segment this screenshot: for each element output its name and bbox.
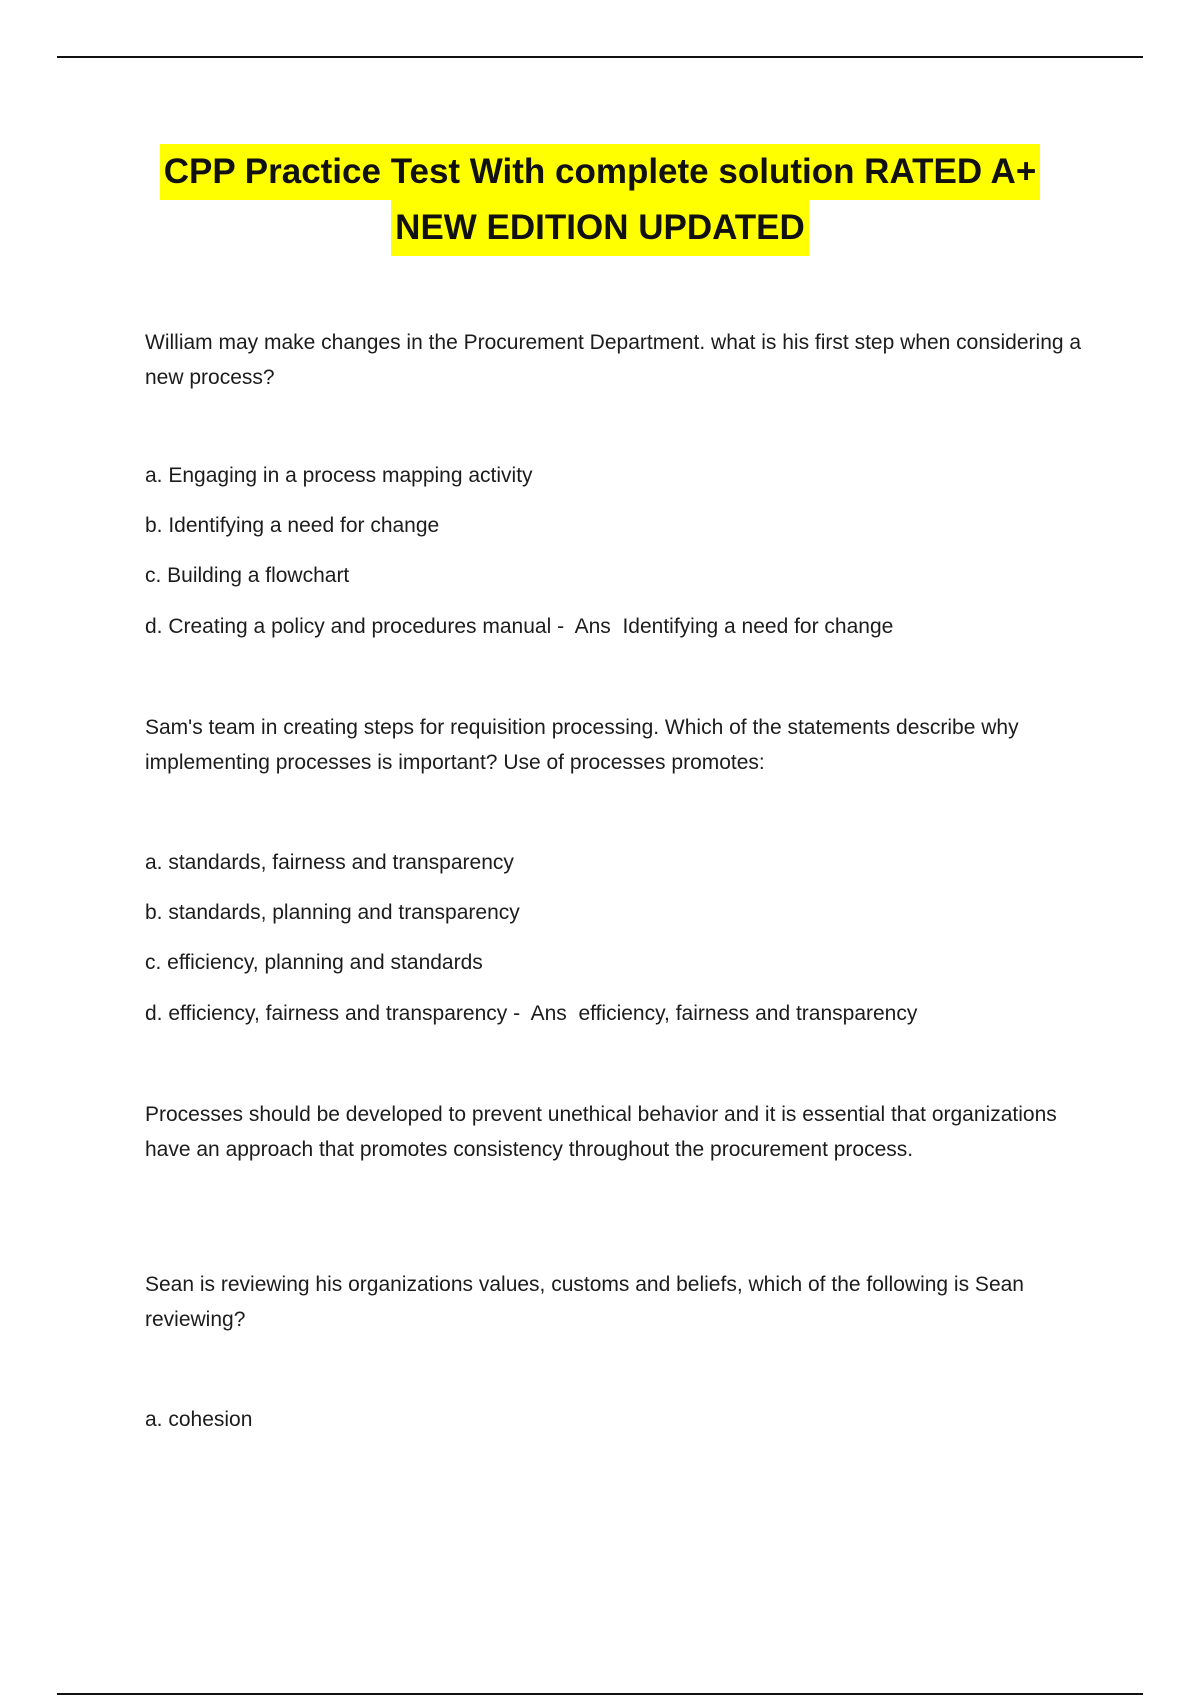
answer-separator: - Ans xyxy=(507,1002,579,1025)
question-1-text: William may make changes in the Procurement Department. what is his first step when considering a new process? xyxy=(145,331,1082,389)
footer-rule xyxy=(57,1693,1143,1695)
question-2-option-b: b. standards, planning and transparency xyxy=(145,901,520,924)
question-2-text: Sam's team in creating steps for requisition processing. Which of the statements describe why implementing processes is important? Use of processes promotes: xyxy=(145,716,1019,774)
question-4-option-a: a. cohesion xyxy=(145,1408,253,1431)
question-4-text: Sean is reviewing his organizations values, customs and beliefs, which of the following is Sean reviewing? xyxy=(145,1273,1024,1331)
answer-separator: - Ans xyxy=(551,615,623,638)
question-2-option-c: c. efficiency, planning and standards xyxy=(145,951,483,974)
question-2-answer: efficiency, fairness and transparency xyxy=(578,1002,918,1025)
question-1-option-c: c. Building a flowchart xyxy=(145,564,350,587)
question-1-answer: Identifying a need for change xyxy=(622,615,894,638)
title-line-1: CPP Practice Test With complete solution RATED A+ xyxy=(160,144,1041,200)
header-rule xyxy=(57,56,1143,58)
question-2-option-d-with-answer xyxy=(145,996,1095,1031)
question-2-option-d: d. efficiency, fairness and transparency xyxy=(145,1002,508,1025)
question-1-option-d-with-answer xyxy=(145,609,1095,644)
question-1-option-d: d. Creating a policy and procedures manual xyxy=(145,615,552,638)
question-2-option-a: a. standards, fairness and transparency xyxy=(145,851,514,874)
question-1-option-b: b. Identifying a need for change xyxy=(145,514,440,537)
title-line-2: NEW EDITION UPDATED xyxy=(391,200,809,256)
document-title xyxy=(0,144,1200,256)
statement-paragraph: Processes should be developed to prevent unethical behavior and it is essential that organizations have an approach that promotes consistency throughout the procurement process. xyxy=(145,1103,1057,1161)
question-1-option-a: a. Engaging in a process mapping activity xyxy=(145,464,533,487)
